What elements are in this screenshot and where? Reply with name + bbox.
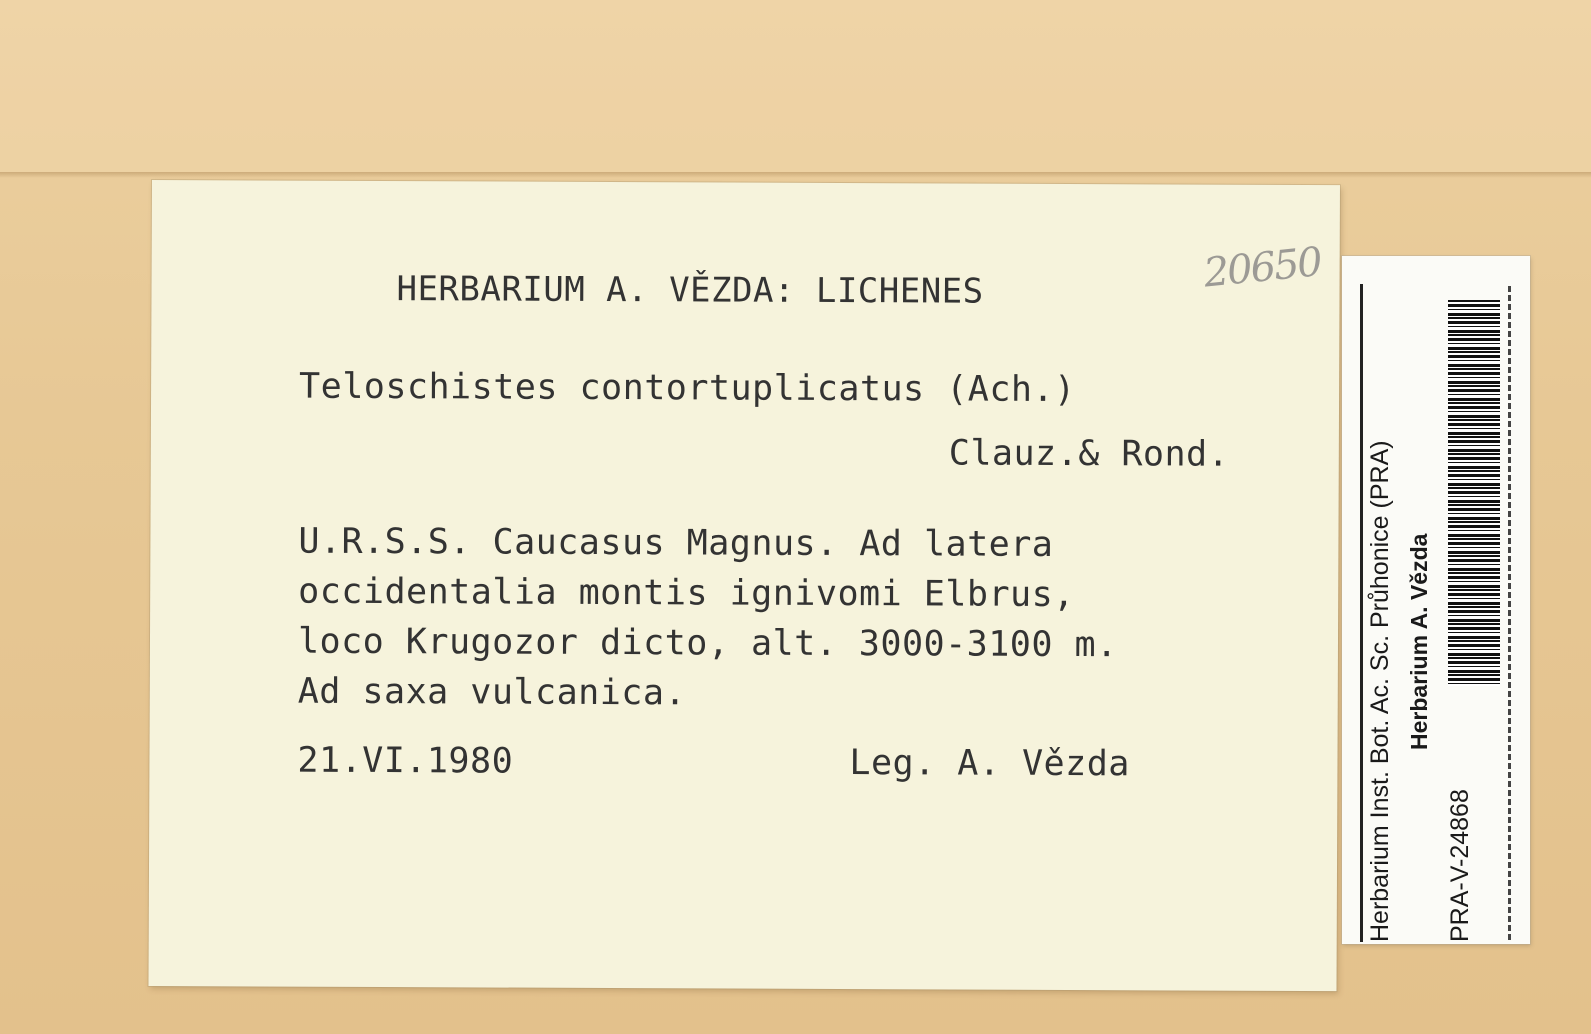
specimen-label: [148, 180, 1340, 991]
handwritten-number: 20650: [1201, 239, 1323, 297]
collector: Leg. A. Vězda: [849, 743, 1130, 785]
stamp-institution: Herbarium Inst. Bot. Ac. Sc. Průhonice (PRA): [1366, 440, 1394, 942]
stamp-rule: [1360, 284, 1363, 942]
collection-date: 21.VI.1980: [297, 740, 514, 782]
sheet-flap: [0, 0, 1591, 172]
barcode-stamp: [1342, 256, 1530, 944]
stamp-dashed-rule: [1508, 286, 1511, 940]
species-authority: Clauz.& Rond.: [948, 433, 1230, 475]
label-header: HERBARIUM A. VĚZDA: LICHENES: [396, 269, 984, 312]
locality-text: U.R.S.S. Caucasus Magnus. Ad latera occidentalia montis ignivomi Elbrus, loco Krugozor dicto, alt. 3000-3100 m. Ad saxa vulcanica.: [297, 521, 1118, 714]
specimen-id: PRA-V-24868: [1446, 789, 1474, 942]
sheet-fold-shadow: [0, 172, 1591, 178]
stamp-collection: Herbarium A. Vězda: [1406, 533, 1432, 750]
species-name: Teloschistes contortuplicatus (Ach.): [299, 366, 1076, 411]
barcode-icon: [1448, 300, 1500, 686]
